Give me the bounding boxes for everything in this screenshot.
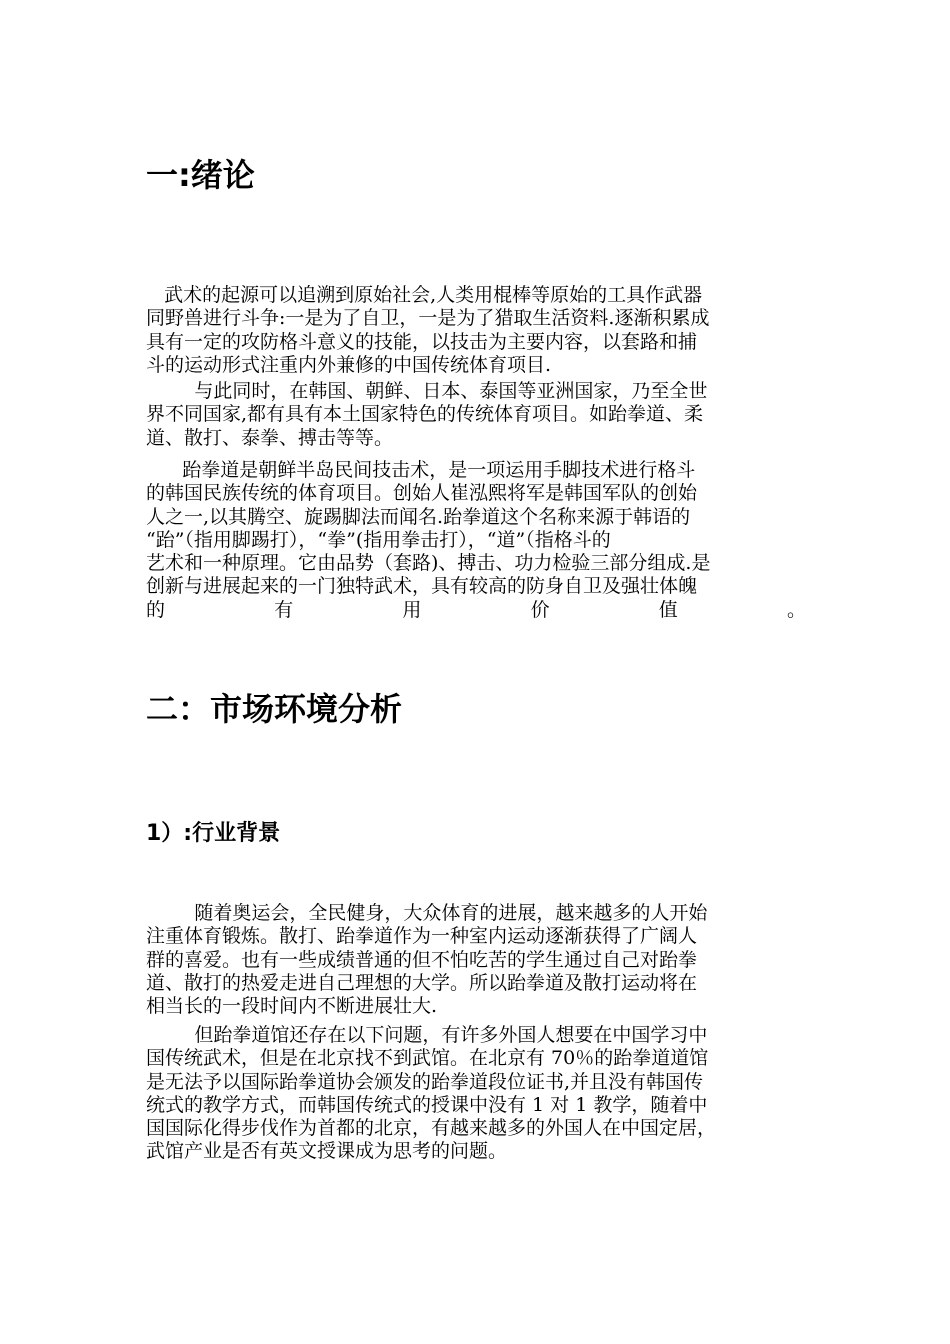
text-line: 跆拳道是朝鲜半岛民间技击术，是一项运用手脚技术进行格斗 xyxy=(146,459,696,481)
text-line: 国国际化得步伐作为首都的北京，有越来越多的外国人在中国定居， xyxy=(146,1117,717,1140)
subsection-heading-industry-background: 1）:行业背景 xyxy=(146,821,281,846)
text-line: 的韩国民族传统的体育项目。创始人崔泓熙将军是韩国军队的创始 xyxy=(146,482,698,505)
text-char: 价 xyxy=(530,598,550,621)
text-line: 是无法予以国际跆拳道协会颁发的跆拳道段位证书,并且没有韩国传 xyxy=(146,1070,704,1093)
text-line: 统式的教学方式，而韩国传统式的授课中没有 1 对 1 教学，随着中 xyxy=(146,1093,708,1116)
text-line: 相当长的一段时间内不断进展壮大. xyxy=(146,995,438,1018)
paragraph-asian-traditional-sports xyxy=(146,380,806,450)
text-line: 国传统武术，但是在北京找不到武馆。在北京有 70％的跆拳道道馆 xyxy=(146,1047,709,1070)
text-line: 道、散打的热爱走进自己理想的大学。所以跆拳道及散打运动将在 xyxy=(146,971,698,994)
text-line: 与此同时，在韩国、朝鲜、日本、泰国等亚洲国家，乃至全世 xyxy=(146,380,708,402)
section-heading-introduction: 一:绪论 xyxy=(146,156,255,194)
paragraph-fitness-trend xyxy=(146,902,806,1018)
text-line: 创新与进展起来的一门独特武术，具有较高的防身自卫及强壮体魄 xyxy=(146,575,698,598)
text-char: 有 xyxy=(274,598,294,621)
text-line: 斗的运动形式注重内外兼修的中国传统体育项目. xyxy=(146,353,552,376)
section-heading-market-analysis: 二：市场环境分析 xyxy=(146,690,403,728)
text-line: “跆”（指用脚踢打），“拳”(指用拳击打），“道”（指格斗的 xyxy=(146,528,611,551)
text-char: 的 xyxy=(146,598,166,621)
text-line: 但跆拳道馆还存在以下问题，有许多外国人想要在中国学习中 xyxy=(146,1024,708,1046)
paragraph-taekwondo-description xyxy=(146,459,806,622)
text-line: 道、散打、泰拳、搏击等等。 xyxy=(146,426,394,449)
text-line: 武术的起源可以追溯到原始社会,人类用棍棒等原始的工具作武器 xyxy=(146,284,703,306)
text-char: 。 xyxy=(786,598,806,621)
text-line: 界不同国家,都有具有本土国家特色的传统体育项目。如跆拳道、柔 xyxy=(146,403,704,426)
text-char: 用 xyxy=(402,598,422,621)
paragraph-dojo-problems xyxy=(146,1024,806,1164)
text-line: 随着奥运会，全民健身，大众体育的进展，越来越多的人开始 xyxy=(146,902,708,924)
text-line: 人之一,以其腾空、旋踢脚法而闻名.跆拳道这个名称来源于韩语的 xyxy=(146,505,691,528)
text-line: 武馆产业是否有英文授课成为思考的问题。 xyxy=(146,1140,508,1163)
text-line: 注重体育锻炼。散打、跆拳道作为一种室内运动逐渐获得了广阔人 xyxy=(146,925,698,948)
text-line-justified xyxy=(146,599,806,622)
paragraph-origin-of-martial-arts xyxy=(146,284,806,377)
text-line: 群的喜爱。也有一些成绩普通的但不怕吃苦的学生通过自己对跆拳 xyxy=(146,948,698,971)
text-line: 同野兽进行斗争:一是为了自卫，一是为了猎取生活资料.逐渐积累成 xyxy=(146,307,710,330)
text-char: 值 xyxy=(658,598,678,621)
text-line: 艺术和一种原理。它由品势（套路)、搏击、功力检验三部分组成.是 xyxy=(146,552,711,575)
text-line: 具有一定的攻防格斗意义的技能，以技击为主要内容，以套路和捕 xyxy=(146,330,698,353)
